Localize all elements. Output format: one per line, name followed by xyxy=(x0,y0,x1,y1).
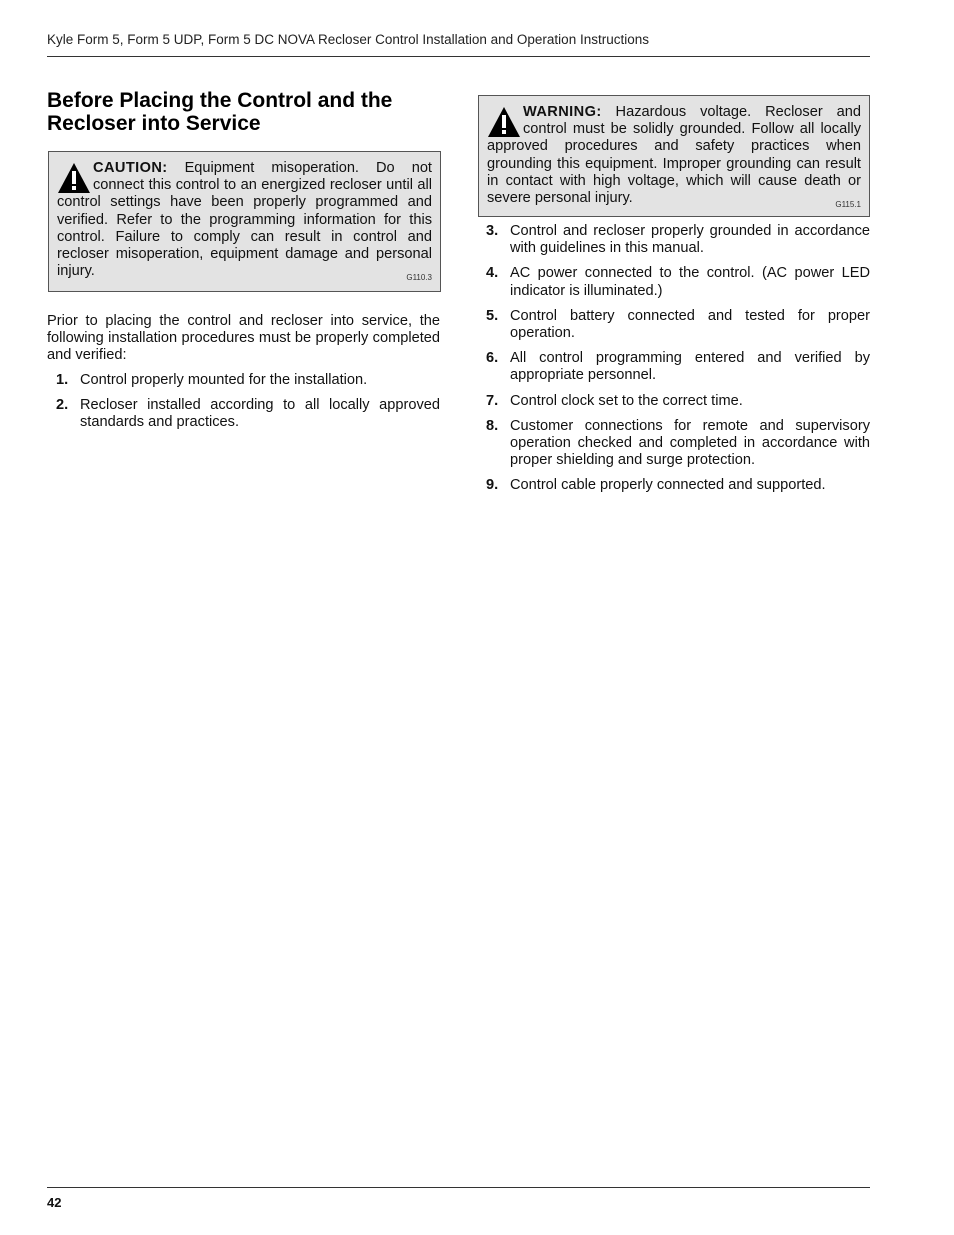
caution-box xyxy=(48,151,441,292)
steps-list-right xyxy=(486,223,870,503)
list-item xyxy=(56,372,440,389)
step-number: 4. xyxy=(486,265,499,282)
step-text: Control clock set to the correct time. xyxy=(510,392,743,409)
step-number: 1. xyxy=(56,372,69,388)
step-number: 5. xyxy=(486,307,499,324)
step-text: AC power connected to the control. (AC power LED indicator is illuminated.) xyxy=(510,265,870,299)
step-number: 3. xyxy=(486,223,499,239)
caution-text: Equipment misoperation. Do not connect this control to an energized recloser until all control settings have been properly programmed and verified. Refer to the programming information for this control. Failure to comply can result in control and recloser misoperation, equipment damage and personal injury. xyxy=(57,160,432,280)
step-number: 8. xyxy=(486,417,499,434)
warning-code: G115.1 xyxy=(835,200,861,210)
step-text: Control cable properly connected and supported. xyxy=(510,477,826,494)
caution-label: CAUTION: xyxy=(93,160,168,176)
step-text: Control battery connected and tested for proper operation. xyxy=(510,307,870,342)
step-text: All control programming entered and verified by appropriate personnel. xyxy=(510,350,870,384)
list-item xyxy=(486,308,870,342)
step-number: 7. xyxy=(486,392,499,409)
step-number: 2. xyxy=(56,397,69,414)
warning-triangle-icon xyxy=(57,162,91,194)
step-text: Control properly mounted for the installation. xyxy=(80,372,368,388)
list-item xyxy=(486,477,870,494)
header-divider xyxy=(47,56,870,57)
list-item xyxy=(486,418,870,470)
intro-paragraph: Prior to placing the control and recloser into service, the following installation procedures must be properly completed and verified: xyxy=(47,313,440,364)
list-item xyxy=(486,265,870,299)
warning-triangle-icon xyxy=(487,106,521,138)
list-item xyxy=(56,397,440,431)
footer-divider xyxy=(47,1187,870,1188)
warning-box xyxy=(478,95,870,217)
list-item xyxy=(486,393,870,410)
running-header: Kyle Form 5, Form 5 UDP, Form 5 DC NOVA Recloser Control Installation and Operation Instructions xyxy=(47,32,649,47)
list-item xyxy=(486,350,870,384)
step-text: Customer connections for remote and supervisory operation checked and completed in accordance with proper shielding and surge protection. xyxy=(510,417,870,469)
list-item xyxy=(486,223,870,257)
warning-text: Hazardous voltage. Recloser and control must be solidly grounded. Follow all locally approved procedures and safety practices when grounding this equipment. Improper grounding can result in contact with high voltage, which will cause death or severe personal injury. xyxy=(487,104,861,207)
steps-list-left xyxy=(47,372,440,440)
step-text: Recloser installed according to all locally approved standards and practices. xyxy=(80,397,440,431)
page-number: 42 xyxy=(47,1195,62,1210)
section-title: Before Placing the Control and the Recloser into Service xyxy=(47,89,393,135)
step-text: Control and recloser properly grounded in accordance with guidelines in this manual. xyxy=(510,223,870,257)
caution-code: G110.3 xyxy=(406,273,432,283)
step-number: 6. xyxy=(486,350,499,367)
step-number: 9. xyxy=(486,477,499,494)
warning-label: WARNING: xyxy=(523,104,602,120)
